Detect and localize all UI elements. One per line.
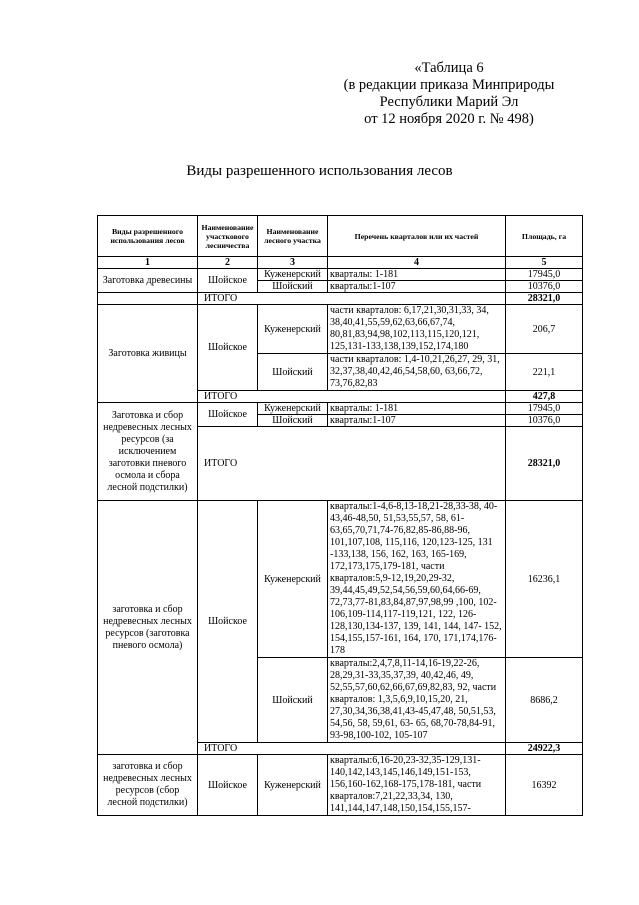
col-header-area: Площадь, га (506, 216, 583, 257)
forestry-cell: Шойское (198, 501, 258, 743)
area-cell: 17945,0 (506, 403, 583, 415)
district-cell: Куженерский (258, 755, 328, 816)
quarters-cell: части кварталов: 6,17,21,30,31,33, 34, 38,40,41,55,59,62,63,66,67,74, 80,81,83,94,98,102,113,115,120,121, 125,131-133,138,139,152,174,180 (328, 305, 506, 354)
page-title: Виды разрешенного использования лесов (186, 163, 453, 179)
col-header-quarters: Перечень кварталов или их частей (328, 216, 506, 257)
quarters-cell: кварталы: 1-181 (328, 403, 506, 415)
district-cell: Куженерский (258, 501, 328, 658)
area-cell: 221,1 (506, 354, 583, 391)
total-value: 28321,0 (506, 427, 583, 501)
district-cell: Куженерский (258, 305, 328, 354)
forest-use-table (97, 215, 583, 816)
district-cell: Куженерский (258, 403, 328, 415)
col-header-use-type: Виды разрешенного использования лесов (98, 216, 198, 257)
col-header-forestry: Наименование участкового лесничества (198, 216, 258, 257)
quarters-cell: кварталы: 1-181 (328, 269, 506, 281)
table-row (98, 501, 583, 658)
total-value: 28321,0 (506, 293, 583, 305)
col-number: 4 (328, 257, 506, 269)
empty-cell (98, 293, 198, 305)
area-cell: 16392 (506, 755, 583, 816)
district-cell: Шойский (258, 281, 328, 293)
col-number: 3 (258, 257, 328, 269)
forestry-cell: Шойское (198, 755, 258, 816)
table-row (98, 403, 583, 415)
col-number: 1 (98, 257, 198, 269)
area-cell: 17945,0 (506, 269, 583, 281)
district-cell: Шойский (258, 415, 328, 427)
use-type-cell: заготовка и сбор недревесных лесных ресурсов (заготовка пневого осмола) (98, 501, 198, 755)
quarters-cell: кварталы:1-107 (328, 415, 506, 427)
use-type-cell: Заготовка и сбор недревесных лесных ресурсов (за исключением заготовки пневого осмола и сбора лесной подстилки) (98, 403, 198, 501)
document-header (329, 60, 569, 128)
header-line-2: (в редакции приказа Минприроды (343, 77, 555, 93)
quarters-cell: кварталы:1-107 (328, 281, 506, 293)
header-line-3: Республики Марий Эл (379, 94, 519, 110)
table-header-row (98, 216, 583, 257)
total-row (98, 293, 583, 305)
col-header-district: Наименование лесного участка (258, 216, 328, 257)
table-row (98, 305, 583, 354)
header-line-1: «Таблица 6 (414, 60, 484, 76)
area-cell: 8686,2 (506, 658, 583, 743)
total-value: 427,8 (506, 391, 583, 403)
district-cell: Шойский (258, 354, 328, 391)
area-cell: 10376,0 (506, 415, 583, 427)
total-value: 24922,3 (506, 743, 583, 755)
quarters-cell: части кварталов: 1,4-10,21,26,27, 29, 31, 32,37,38,40,42,46,54,58,60, 63,66,72, 73,76,82,83 (328, 354, 506, 391)
forestry-cell: Шойское (198, 305, 258, 391)
quarters-cell: кварталы:6,16-20,23-32,35-129,131-140,142,143,145,146,149,151-153, 156,160-162,168-175,178-181, части кварталов:7,21,22,33,34, 130, 141,144,147,148,150,154,155,157- (328, 755, 506, 816)
use-type-cell: заготовка и сбор недревесных лесных ресурсов (сбор лесной подстилки) (98, 755, 198, 816)
area-cell: 16236,1 (506, 501, 583, 658)
forestry-cell: Шойское (198, 269, 258, 293)
total-label: ИТОГО (198, 427, 506, 501)
district-cell: Шойский (258, 658, 328, 743)
table-row (98, 755, 583, 816)
quarters-cell: кварталы:2,4,7,8,11-14,16-19,22-26, 28,29,31-33,35,37,39, 40,42,46, 49, 52,55,57,60,62,66,67,69,82,83, 92, части кварталов: 1,3,5,6,9,10,15,20, 21, 27,30,34,36,38,41,43-45,47,48, 50,51,53, 54,56, 58, 59,61, 63- 65, 68,70-78,84-91, 93-98,100-102, 105-107 (328, 658, 506, 743)
total-label: ИТОГО (198, 743, 506, 755)
col-number: 5 (506, 257, 583, 269)
use-type-cell: Заготовка живицы (98, 305, 198, 403)
table-row (98, 269, 583, 281)
total-label: ИТОГО (198, 391, 506, 403)
total-label: ИТОГО (198, 293, 506, 305)
use-type-cell: Заготовка древесины (98, 269, 198, 293)
quarters-cell: кварталы:1-4,6-8,13-18,21-28,33-38, 40-43,46-48,50, 51,53,55,57, 58, 61-63,65,70,71,74-76,82,85-86,88-96, 101,107,108, 115,116, 120,123-125, 131 -133,138, 156, 162, 163, 165-169, 172,173,175,179-181, части кварталов:5,9-12,19,20,29-32, 39,44,45,49,52,54,56,59,60,64,66-69, 72,73,77-81,83,84,87,97,98,99 ,100, 102-106,109-114,117-119,121, 122, 126-128,130,134-137, 139, 141, 144, 147- 152, 154,155,157-161, 164, 170, 171,174,176-178 (328, 501, 506, 658)
area-cell: 10376,0 (506, 281, 583, 293)
area-cell: 206,7 (506, 305, 583, 354)
forestry-cell: Шойское (198, 403, 258, 427)
col-number: 2 (198, 257, 258, 269)
header-line-4: от 12 ноября 2020 г. № 498) (364, 111, 534, 127)
column-number-row (98, 257, 583, 269)
district-cell: Куженерский (258, 269, 328, 281)
